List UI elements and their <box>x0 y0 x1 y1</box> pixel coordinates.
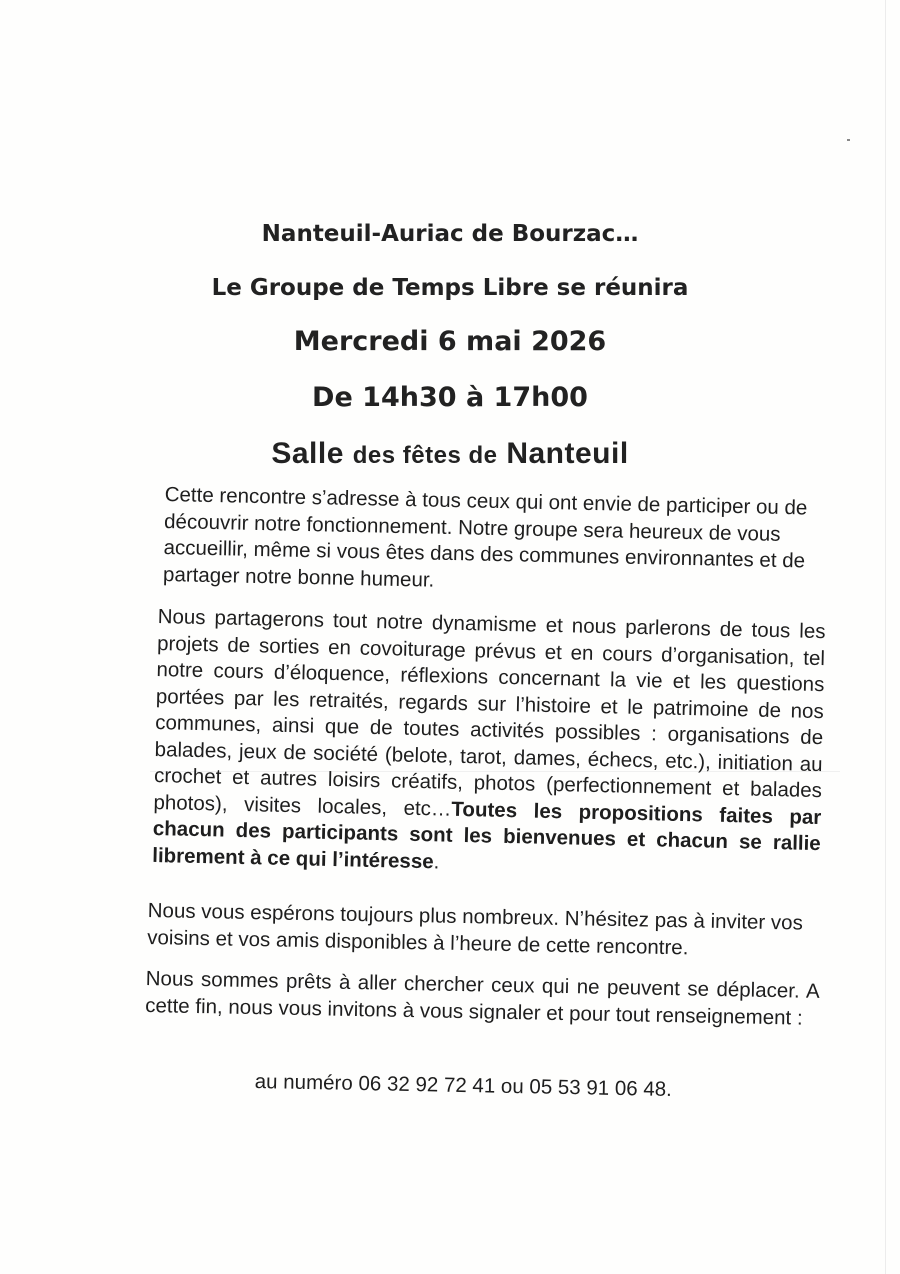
heading-venue <box>0 437 900 471</box>
paragraph-encouragement: Nous vous espérons toujours plus nombreux. N’hésitez pas à inviter vos voisins et vos amis disponibles à l’heure de cette rencontre. <box>147 898 804 959</box>
scan-speck <box>847 139 850 141</box>
activities-end: . <box>433 849 440 873</box>
paragraph-transport: Nous sommes prêts à aller chercher ceux qui ne peuvent se déplacer. A cette fin, nous vous invitons à vous signaler et pour tout renseignement : <box>145 966 820 1030</box>
heading-time: De 14h30 à 17h00 <box>312 382 588 413</box>
activities-text: Nous partagerons tout notre dynamisme et nous parlerons de tous les projets de sorties en covoiturage prévus et en cours d’organisation, tel notre cours d’éloquence, réflexions concernant la vie et les questions portées par les retraités, regards sur l’histoire et le patrimoine de nos communes, ainsi que de toutes activités possibles : organisations de balades, jeux de société (belote, tarot, dames, échecs, etc.), initiation au crochet et autres loisirs créatifs, photos (perfectionnement et balades photos), visites locales, etc… <box>153 604 826 821</box>
heading-group-meeting: Le Groupe de Temps Libre se réunira <box>211 275 689 301</box>
page-edge-shadow <box>885 0 886 1274</box>
activities-bold-text: Toutes les propositions faites par chacun des participants sont les bienvenues et chacun se rallie librement à ce qui l’intéresse <box>152 797 822 873</box>
paragraph-activities <box>152 604 826 884</box>
heading-date: Mercredi 6 mai 2026 <box>293 326 607 357</box>
heading-place: Nanteuil-Auriac de Bourzac… <box>261 221 639 247</box>
contact-phone-numbers: au numéro 06 32 92 72 41 ou 05 53 91 06 48. <box>254 1070 673 1102</box>
venue-word-nanteuil: Nanteuil <box>506 437 629 470</box>
paragraph-invitation: Cette rencontre s’adresse à tous ceux qui ont envie de participer ou de découvrir notre fonctionnement. Notre groupe sera heureux de vous accueillir, même si vous êtes dans des communes environnantes et de partager notre bonne humeur. <box>162 482 808 592</box>
venue-words-des-fetes: des fêtes de <box>352 442 498 469</box>
venue-word-salle: Salle <box>271 437 344 470</box>
